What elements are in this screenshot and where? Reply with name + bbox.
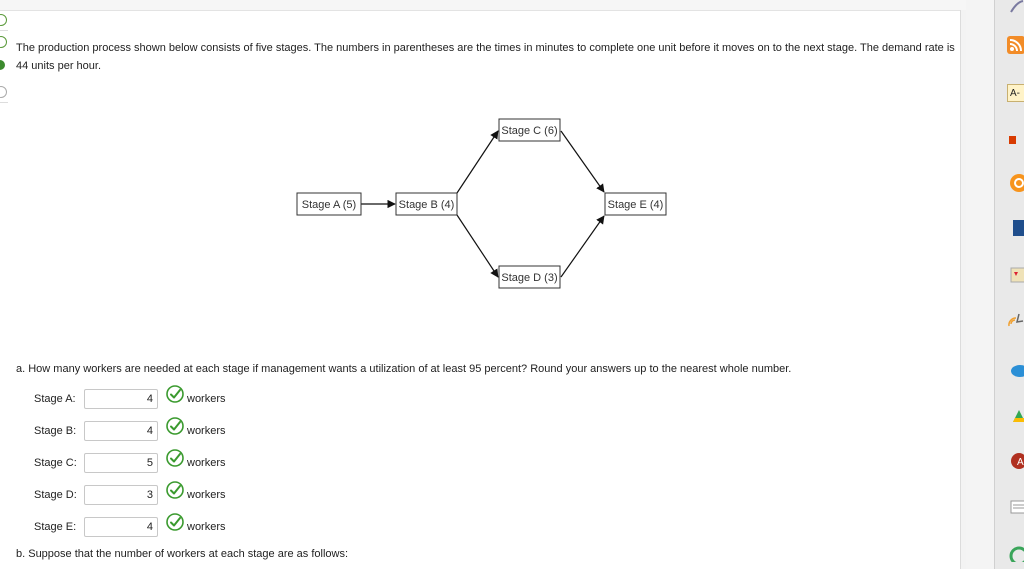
- flow-arrow-b-c: [457, 131, 498, 193]
- rss-icon[interactable]: [1007, 36, 1024, 54]
- unit-label: workers: [187, 425, 226, 437]
- flow-arrow-b-d: [457, 215, 498, 277]
- flow-arrow-d-e: [561, 216, 604, 277]
- answer-row-label: Stage B:: [34, 425, 77, 437]
- stage-e-label: Stage E (4): [607, 199, 664, 211]
- cloud-icon[interactable]: [1007, 360, 1024, 378]
- rail-divider: [0, 102, 8, 103]
- app-icon[interactable]: [1007, 174, 1024, 192]
- question-status-dot-active[interactable]: [0, 60, 5, 70]
- stage-d-box: [499, 266, 560, 288]
- correct-check-icon: [165, 480, 185, 500]
- question-nav-rail: [0, 10, 10, 120]
- stage-b-box: [396, 193, 457, 215]
- grammar-icon[interactable]: [1007, 452, 1024, 470]
- part-a-question: a. How many workers are needed at each stage if management wants a utilization of at least 95 percent? Round your answers up to the nearest whole number.: [16, 363, 792, 375]
- part-b-question: b. Suppose that the number of workers at each stage are as follows:: [16, 548, 349, 560]
- stage-c-label: Stage C (6): [501, 125, 558, 137]
- question-status-dot[interactable]: [0, 36, 7, 48]
- question-status-dot[interactable]: [0, 14, 7, 26]
- correct-check-icon: [165, 512, 185, 532]
- notes-icon[interactable]: [1007, 498, 1024, 516]
- unit-label: workers: [187, 521, 226, 533]
- stage-b-workers-input[interactable]: 4: [84, 421, 158, 441]
- process-flow-diagram: [10, 10, 960, 340]
- stage-e-box: [605, 193, 666, 215]
- unit-label: workers: [187, 457, 226, 469]
- stage-b-label: Stage B (4): [398, 199, 455, 211]
- unit-label: workers: [187, 489, 226, 501]
- question-status-dot[interactable]: [0, 86, 7, 98]
- rail-divider: [0, 30, 8, 31]
- correct-check-icon: [165, 384, 185, 404]
- stage-d-workers-input[interactable]: 3: [84, 485, 158, 505]
- question-content: [10, 10, 960, 569]
- stage-a-workers-input[interactable]: 4: [84, 389, 158, 409]
- refresh-icon[interactable]: [1007, 544, 1024, 562]
- stage-c-workers-input[interactable]: 5: [84, 453, 158, 473]
- svg-text:A: A: [1017, 457, 1024, 468]
- right-sidebar-dock: [994, 0, 1024, 569]
- correct-check-icon: [165, 448, 185, 468]
- stage-e-workers-input[interactable]: 4: [84, 517, 158, 537]
- feather-icon[interactable]: [1007, 0, 1024, 18]
- answer-row-label: Stage D:: [34, 489, 77, 501]
- unit-label: workers: [187, 393, 226, 405]
- book-icon[interactable]: [1007, 218, 1024, 236]
- office-icon[interactable]: [1007, 130, 1024, 148]
- stage-d-label: Stage D (3): [501, 272, 558, 284]
- answer-row-label: Stage C:: [34, 457, 77, 469]
- answer-row-label: Stage E:: [34, 521, 77, 533]
- page-margin: [966, 0, 994, 569]
- font-size-icon[interactable]: A-: [1007, 84, 1024, 102]
- flow-arrow-c-e: [561, 131, 604, 192]
- stage-a-label: Stage A (5): [301, 199, 357, 211]
- drive-icon[interactable]: [1007, 406, 1024, 424]
- stage-a-box: [297, 193, 361, 215]
- bookmark-icon[interactable]: [1007, 266, 1024, 284]
- stage-c-box: [499, 119, 560, 141]
- answer-row-label: Stage A:: [34, 393, 76, 405]
- correct-check-icon: [165, 416, 185, 436]
- problem-statement: The production process shown below consists of five stages. The numbers in parentheses are the times in minutes to complete one unit before it moves on to the next stage. The demand rate is 44 units per hour.: [16, 42, 955, 72]
- wifi-icon[interactable]: [1007, 312, 1024, 330]
